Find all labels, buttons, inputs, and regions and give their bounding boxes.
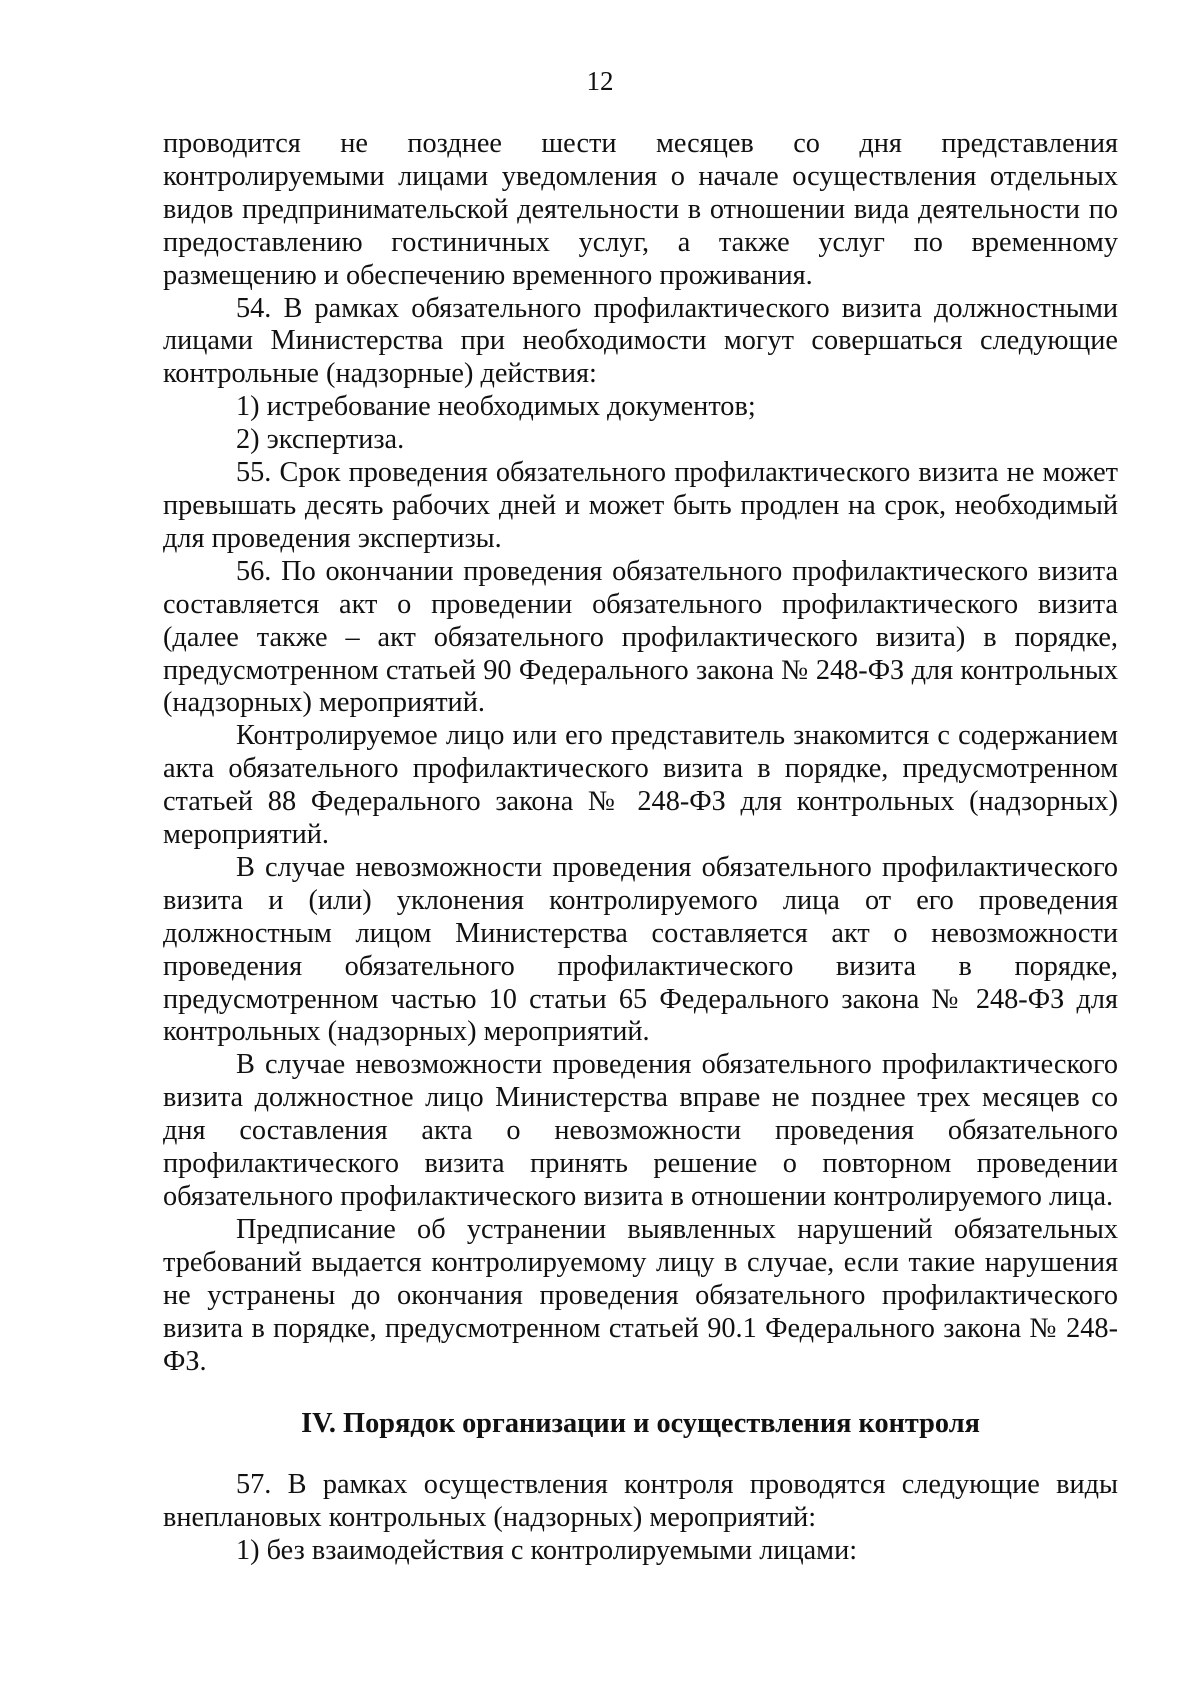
document-body [163,128,1118,1568]
page-number: 12 [586,66,614,96]
paragraph-item-56: 56. По окончании проведения обязательного профилактического визита составляется акт о проведении обязательного профилактического визита (далее также – акт обязательного профилактического визита) в порядке, предусмотренном статьей 90 Федерального закона № 248-ФЗ для контрольных (надзорных) мероприятий. [163,555,1118,719]
section-heading: IV. Порядок организации и осуществления контроля [301,1408,980,1440]
paragraph-repeat-visit: В случае невозможности проведения обязательного профилактического визита должностное лицо Министерства вправе не позднее трех месяцев со дня составления акта о невозможности проведения обязательного профилактического визита принять решение о повторном проведении обязательного профилактического визита в отношении контролируемого лица. [163,1049,1118,1212]
paragraph-subitem-1-no-interaction: 1) без взаимодействия с контролируемыми лицами: [236,1535,858,1567]
paragraph-subitem-1: 1) истребование необходимых документов; [236,391,756,423]
paragraph-prescription: Предписание об устранении выявленных нарушений обязательных требований выдается контролируемому лицу в случае, если такие нарушения не устранены до окончания проведения обязательного профилактического визита в порядке, предусмотренном статьей 90.1 Федерального закона № 248-ФЗ. [163,1213,1118,1377]
paragraph-subitem-2: 2) экспертиза. [236,424,405,456]
paragraph-item-57: 57. В рамках осуществления контроля проводятся следующие виды внеплановых контрольных (надзорных) мероприятий: [163,1469,1118,1534]
paragraph-item-54: 54. В рамках обязательного профилактического визита должностными лицами Министерства при необходимости могут совершаться следующие контрольные (надзорные) действия: [163,292,1118,390]
paragraph-act-familiarization: Контролируемое лицо или его представитель знакомится с содержанием акта обязательного профилактического визита в порядке, предусмотренном статьей 88 Федерального закона № 248-ФЗ для контрольных (надзорных) мероприятий. [163,720,1118,851]
paragraph-continuation: проводится не позднее шести месяцев со дня представления контролируемыми лицами уведомления о начале осуществления отдельных видов предпринимательской деятельности в отношении вида деятельности по предоставлению гостиничных услуг, а также услуг по временному размещению и обеспечению временного проживания. [163,128,1118,291]
paragraph-impossibility-act: В случае невозможности проведения обязательного профилактического визита и (или) уклонения контролируемого лица от его проведения должностным лицом Министерства составляется акт о невозможности проведения обязательного профилактического визита в порядке, предусмотренном частью 10 статьи 65 Федерального закона № 248-ФЗ для контрольных (надзорных) мероприятий. [163,851,1118,1048]
paragraph-item-55: 55. Срок проведения обязательного профилактического визита не может превышать десять рабочих дней и может быть продлен на срок, необходимый для проведения экспертизы. [163,457,1118,554]
